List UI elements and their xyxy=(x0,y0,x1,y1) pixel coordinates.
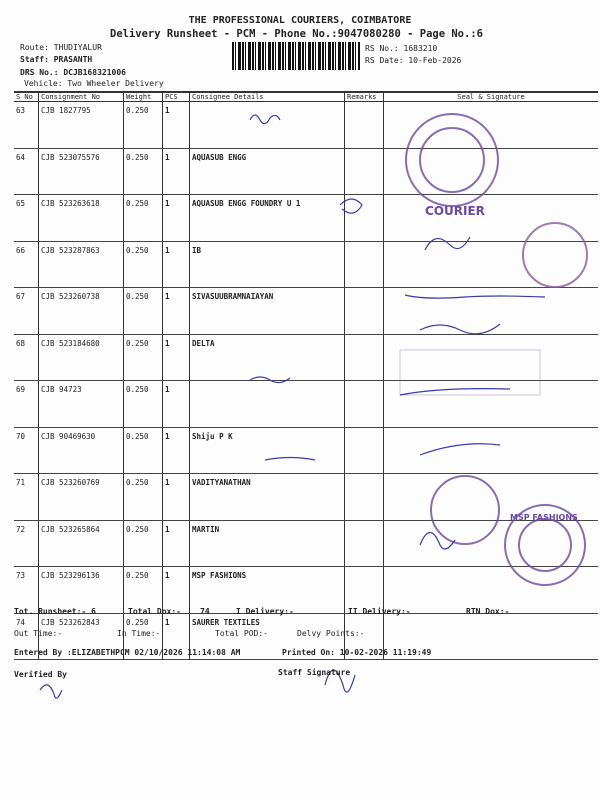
table-row xyxy=(14,334,598,381)
cell-sno: 72 xyxy=(14,520,39,567)
cell-seal xyxy=(384,427,599,474)
col-consignment: Consignment No xyxy=(39,92,124,102)
cell-seal xyxy=(384,195,599,242)
out-time: Out Time:- xyxy=(14,629,63,638)
cell-consignment-no: CJB 523184680 xyxy=(39,334,124,381)
total-dox-label: Total Dox:- xyxy=(128,607,181,616)
cell-consignee: SIVASUUBRAMNAIAYAN xyxy=(190,288,345,335)
cell-weight: 0.250 xyxy=(124,241,163,288)
total-pod: Total POD:- xyxy=(215,629,268,638)
cell-consignee xyxy=(190,102,345,149)
cell-consignee: IB xyxy=(190,241,345,288)
cell-weight: 0.250 xyxy=(124,474,163,521)
col-seal: Seal & Signature xyxy=(384,92,599,102)
drs-no: DRS No.: DCJB168321006 xyxy=(20,68,126,77)
table-row xyxy=(14,427,598,474)
cell-consignee xyxy=(190,381,345,428)
cell-weight: 0.250 xyxy=(124,195,163,242)
verified-by: Verified By xyxy=(14,670,67,679)
cell-sno: 69 xyxy=(14,381,39,428)
cell-sno: 70 xyxy=(14,427,39,474)
total-dox-value: 74 xyxy=(200,607,210,616)
rs-no: RS No.: 1683210 xyxy=(365,44,438,53)
staff: Staff: PRASANTH xyxy=(20,55,93,64)
cell-seal xyxy=(384,520,599,567)
cell-seal xyxy=(384,102,599,149)
table-row xyxy=(14,520,598,567)
cell-pcs: 1 xyxy=(163,613,190,660)
cell-sno: 63 xyxy=(14,102,39,149)
cell-pcs: 1 xyxy=(163,334,190,381)
cell-sno: 66 xyxy=(14,241,39,288)
in-time: In Time:- xyxy=(117,629,161,638)
table-row xyxy=(14,288,598,335)
cell-weight: 0.250 xyxy=(124,520,163,567)
cell-remarks xyxy=(345,148,384,195)
cell-consignee: MARTIN xyxy=(190,520,345,567)
cell-pcs: 1 xyxy=(163,148,190,195)
route: Route: THUDIYALUR xyxy=(20,43,102,52)
cell-sno: 64 xyxy=(14,148,39,195)
cell-remarks xyxy=(345,102,384,149)
cell-seal xyxy=(384,474,599,521)
consignment-table xyxy=(14,91,598,660)
rtn-dox: RTN Dox:- xyxy=(466,607,510,616)
tot-runsheet: Tot. Runsheet:- 6 xyxy=(14,607,96,616)
cell-pcs: 1 xyxy=(163,520,190,567)
cell-consignment-no: CJB 1827795 xyxy=(39,102,124,149)
col-remarks: Remarks xyxy=(345,92,384,102)
cell-consignment-no: CJB 523296136 xyxy=(39,567,124,614)
i-delivery: I Delivery:- xyxy=(236,607,294,616)
col-consignee: Consignee Details xyxy=(190,92,345,102)
cell-pcs: 1 xyxy=(163,474,190,521)
cell-remarks xyxy=(345,427,384,474)
signature xyxy=(40,685,62,698)
cell-weight: 0.250 xyxy=(124,381,163,428)
col-weight: Weight xyxy=(124,92,163,102)
cell-seal xyxy=(384,288,599,335)
cell-pcs: 1 xyxy=(163,381,190,428)
rs-date: RS Date: 10-Feb-2026 xyxy=(365,56,462,65)
cell-consignee: DELTA xyxy=(190,334,345,381)
cell-remarks xyxy=(345,288,384,335)
cell-pcs: 1 xyxy=(163,288,190,335)
table-row xyxy=(14,474,598,521)
cell-consignment-no: CJB 523260738 xyxy=(39,288,124,335)
cell-consignee: Shiju P K xyxy=(190,427,345,474)
cell-consignment-no: CJB 523263618 xyxy=(39,195,124,242)
cell-sno: 67 xyxy=(14,288,39,335)
cell-seal xyxy=(384,381,599,428)
cell-pcs: 1 xyxy=(163,195,190,242)
cell-sno: 74 xyxy=(14,613,39,660)
svg-text:MSP FASHIONS: MSP FASHIONS xyxy=(510,513,578,522)
cell-weight: 0.250 xyxy=(124,567,163,614)
svg-text:COURIER: COURIER xyxy=(425,204,485,218)
cell-consignment-no: CJB 523260769 xyxy=(39,474,124,521)
staff-signature: Staff Signature xyxy=(278,668,351,677)
delvy-points: Delvy Points:- xyxy=(297,629,365,638)
entered-by: Entered By :ELIZABETHPCM 02/10/2026 11:14:08 AM xyxy=(14,648,241,657)
cell-consignment-no: CJB 523265864 xyxy=(39,520,124,567)
company-name: THE PROFESSIONAL COURIERS, COIMBATORE xyxy=(188,15,412,26)
cell-consignment-no: CJB 523262843 xyxy=(39,613,124,660)
cell-sno: 65 xyxy=(14,195,39,242)
table-row xyxy=(14,567,598,614)
ii-delivery: II Delivery:- xyxy=(348,607,411,616)
col-sno: S No xyxy=(14,92,39,102)
table-row xyxy=(14,381,598,428)
cell-weight: 0.250 xyxy=(124,334,163,381)
table-row xyxy=(14,241,598,288)
cell-pcs: 1 xyxy=(163,427,190,474)
cell-pcs: 1 xyxy=(163,241,190,288)
cell-consignment-no: CJB 523075576 xyxy=(39,148,124,195)
cell-consignee: AQUASUB ENGG xyxy=(190,148,345,195)
cell-seal xyxy=(384,334,599,381)
cell-seal xyxy=(384,148,599,195)
runsheet-title: Delivery Runsheet - PCM - Phone No.:9047080280 - Page No.:6 xyxy=(110,28,483,40)
table-row xyxy=(14,102,598,149)
cell-consignment-no: CJB 94723 xyxy=(39,381,124,428)
cell-consignee: AQUASUB ENGG FOUNDRY U 1 xyxy=(190,195,345,242)
cell-consignee: VADITYANATHAN xyxy=(190,474,345,521)
cell-sno: 71 xyxy=(14,474,39,521)
cell-consignee: MSP FASHIONS xyxy=(190,567,345,614)
cell-remarks xyxy=(345,381,384,428)
cell-pcs: 1 xyxy=(163,567,190,614)
cell-weight: 0.250 xyxy=(124,148,163,195)
cell-pcs: 1 xyxy=(163,102,190,149)
cell-weight: 0.250 xyxy=(124,288,163,335)
cell-remarks xyxy=(345,520,384,567)
cell-weight: 0.250 xyxy=(124,102,163,149)
cell-weight: 0.250 xyxy=(124,613,163,660)
col-pcs: PCS xyxy=(163,92,190,102)
printed-on: Printed On: 10-02-2026 11:19:49 xyxy=(282,648,432,657)
cell-weight: 0.250 xyxy=(124,427,163,474)
cell-remarks xyxy=(345,241,384,288)
cell-consignment-no: CJB 523287863 xyxy=(39,241,124,288)
cell-remarks xyxy=(345,195,384,242)
cell-remarks xyxy=(345,334,384,381)
cell-seal xyxy=(384,241,599,288)
cell-consignee: SAURER TEXTILES xyxy=(190,613,345,660)
table-row xyxy=(14,148,598,195)
vehicle: Vehicle: Two Wheeler Delivery xyxy=(24,79,164,88)
cell-consignment-no: CJB 90469630 xyxy=(39,427,124,474)
cell-sno: 73 xyxy=(14,567,39,614)
table-row xyxy=(14,195,598,242)
cell-sno: 68 xyxy=(14,334,39,381)
cell-remarks xyxy=(345,474,384,521)
barcode xyxy=(232,42,360,70)
